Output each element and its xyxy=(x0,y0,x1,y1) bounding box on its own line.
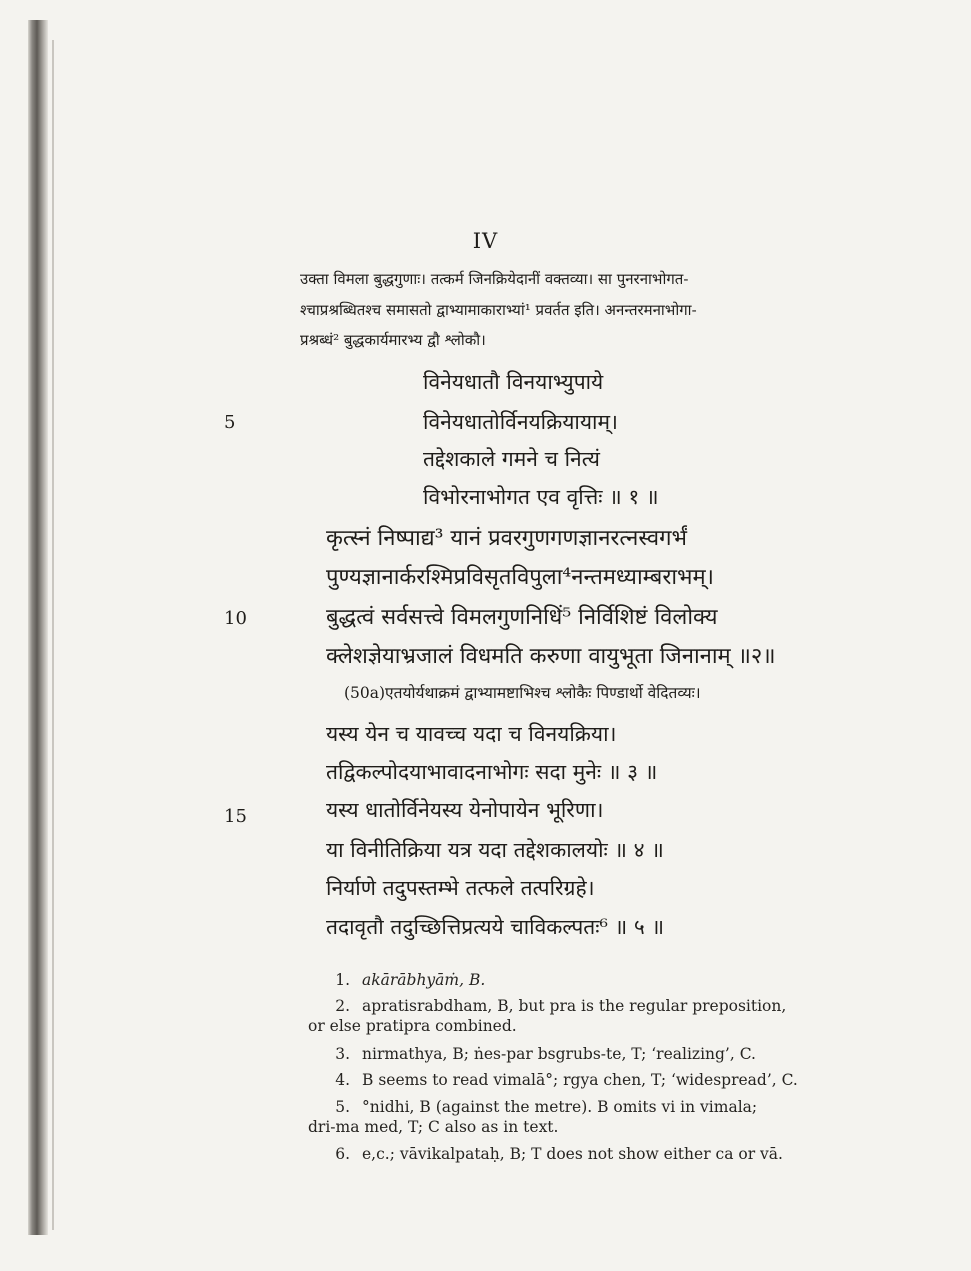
footnote-number: 4. xyxy=(335,1071,350,1089)
footnote-1 xyxy=(308,970,898,990)
footnote-text: e,c.; vāvikalpataḥ, B; T does not show either ca or vā. xyxy=(362,1145,783,1163)
verse-2-line-3: बुद्धत्वं सर्वसत्त्वे विमलगुणनिधिं⁵ निर्विशिष्टं विलोक्य xyxy=(326,605,718,630)
footnote-number: 3. xyxy=(335,1045,350,1063)
verse-3-line-1: यस्य येन च यावच्च यदा च विनयक्रिया। xyxy=(326,722,617,746)
verse-4-line-1: यस्य धातोर्विनेयस्य येनोपायेन भूरिणा। xyxy=(326,798,604,822)
verse-5-line-1: निर्याणे तदुपस्तम्भे तत्फले तत्परिग्रहे। xyxy=(326,876,595,900)
verse-1-line-4: विभोरनाभोगत एव वृत्तिः ॥ १ ॥ xyxy=(423,485,659,509)
verse-3-line-2: तद्विकल्पोदयाभावादनाभोगः सदा मुनेः ॥ ३ ॥ xyxy=(326,760,658,784)
verse-1-line-3: तद्देशकाले गमने च नित्यं xyxy=(423,447,600,471)
intro-line-2: श्चाप्रश्रब्धितश्च समासतो द्वाभ्यामाकाराभ्यां¹ प्रवर्तत इति। अनन्तरमनाभोगा- xyxy=(300,301,697,319)
footnote-6 xyxy=(308,1144,898,1164)
footnote-text: akārābhyāṁ, B. xyxy=(362,971,486,989)
verse-1-line-2: विनेयधातोर्विनयक्रियायाम्। xyxy=(423,410,618,434)
footnote-2 xyxy=(308,996,898,1016)
footnote-number: 5. xyxy=(335,1098,350,1116)
footnote-number: 1. xyxy=(335,971,350,989)
line-number-15: 15 xyxy=(224,806,247,827)
verse-2-line-2: पुण्यज्ञानार्करश्मिप्रविसृतविपुला⁴नन्तमध्याम्बराभम्। xyxy=(326,565,715,590)
footnote-3 xyxy=(308,1044,898,1064)
footnote-text: nirmathya, B; ṅes-par bsgrubs-te, T; ‘realizing’, C. xyxy=(362,1045,756,1063)
footnote-text: apratisrabdham, B, but pra is the regular preposition, xyxy=(362,997,787,1015)
verse-5-line-2: तदावृतौ तदुच्छित्तिप्रत्यये चाविकल्पतः⁶ ॥ ५ ॥ xyxy=(326,915,665,939)
footnote-number: 6. xyxy=(335,1145,350,1163)
intro-line-3: प्रश्रब्धं² बुद्धकार्यमारभ्य द्वौ श्लोकौ। xyxy=(300,331,486,349)
footnote-2-continuation: or else pratipra combined. xyxy=(308,1017,517,1035)
verse-2-line-4: क्लेशज्ञेयाभ्रजालं विधमति करुणा वायुभूता जिनानाम् ॥२॥ xyxy=(326,644,776,669)
verse-1-line-1: विनेयधातौ विनयाभ्युपाये xyxy=(423,370,604,394)
footnote-text: °nidhi, B (against the metre). B omits vi in vimala; xyxy=(362,1098,758,1116)
reference-line: (50a)एतयोर्यथाक्रमं द्वाभ्यामष्टाभिश्च श्लोकैः पिण्डार्थो वेदितव्यः। xyxy=(344,684,701,702)
footnote-text: B seems to read vimalā°; rgya chen, T; ‘widespread’, C. xyxy=(362,1071,798,1089)
verse-2-line-1: कृत्स्नं निष्पाद्य³ यानं प्रवरगुणगणज्ञानरत्नस्वगर्भं xyxy=(326,526,688,551)
footnote-number: 2. xyxy=(335,997,350,1015)
intro-line-1: उक्ता विमला बुद्धगुणाः। तत्कर्म जिनक्रियेदानीं वक्तव्या। सा पुनरनाभोगत- xyxy=(300,270,689,288)
chapter-heading: IV xyxy=(472,229,499,253)
line-number-5: 5 xyxy=(224,412,236,433)
line-number-10: 10 xyxy=(224,608,247,629)
footnote-5 xyxy=(308,1097,898,1117)
footnote-5-continuation: dri-ma med, T; C also as in text. xyxy=(308,1118,559,1136)
footnote-4 xyxy=(308,1070,898,1090)
verse-4-line-2: या विनीतिक्रिया यत्र यदा तद्देशकालयोः ॥ ४ ॥ xyxy=(326,838,664,862)
